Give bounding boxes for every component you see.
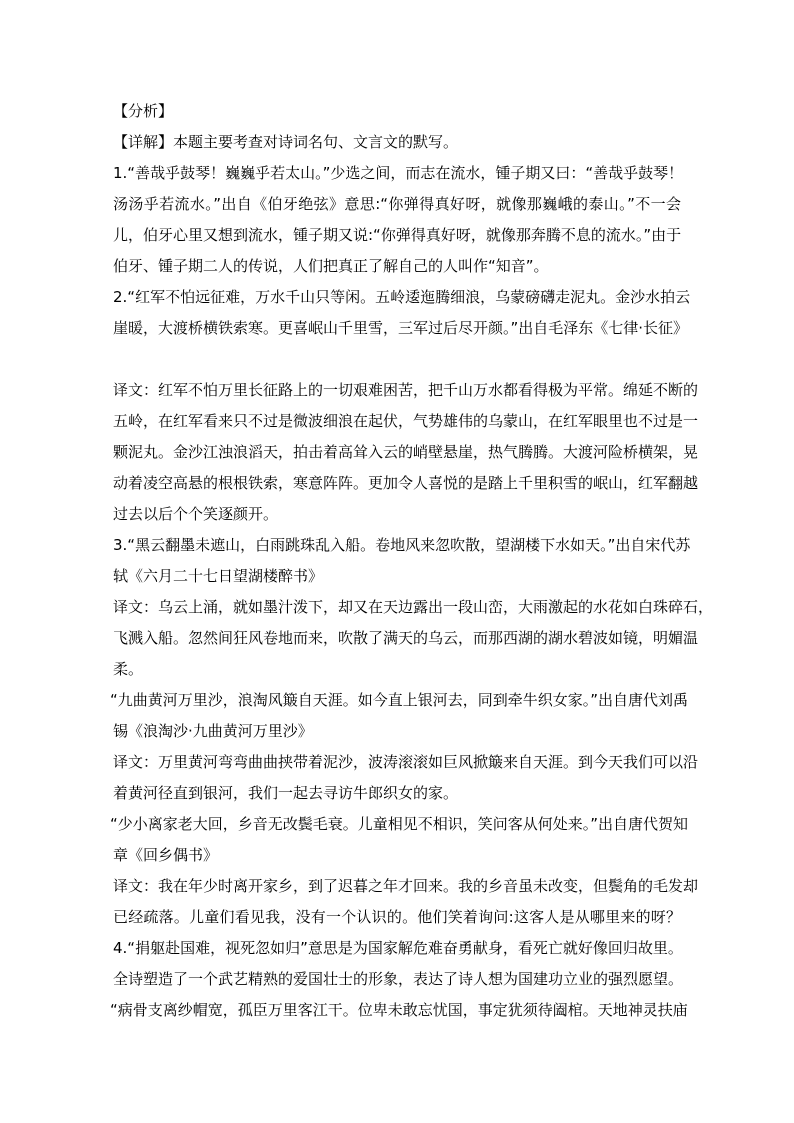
text-line: 【分析】 <box>113 102 174 120</box>
text-line: “病骨支离纱帽宽，孤臣万里客江干。位卑未敢忘忧国，事定犹须待阖棺。天地神灵扶庙 <box>110 1001 688 1019</box>
text-line: 轼《六月二十七日望湖楼醉书》 <box>113 567 324 585</box>
text-line: 全诗塑造了一个武艺精熟的爱国壮士的形象，表达了诗人想为国建功立业的强烈愿望。 <box>113 970 684 988</box>
text-line: “少小离家老大回，乡音无改鬓毛衰。儿童相见不相识，笑问客从何处来。”出自唐代贺知 <box>110 815 689 833</box>
blank-line <box>113 344 681 375</box>
text-line: 1.“善哉乎鼓琴！巍巍乎若太山。”少选之间，而志在流水，锺子期又曰：“善哉乎鼓琴！ <box>113 164 684 182</box>
text-line: 柔。 <box>113 660 144 678</box>
text-line: 动着凌空高悬的根根铁索，寒意阵阵。更加令人喜悦的是踏上千里积雪的岷山，红军翻越 <box>113 474 699 492</box>
text-line: 译文：我在年少时离开家乡，到了迟暮之年才回来。我的乡音虽未改变，但鬓角的毛发却 <box>113 877 699 895</box>
text-line: “九曲黄河万里沙，浪淘风簸自天涯。如今直上银河去，同到牵牛织女家。”出自唐代刘禹 <box>110 691 689 709</box>
text-line: 颗泥丸。金沙江浊浪滔天，拍击着高耸入云的峭壁悬崖，热气腾腾。大渡河险桥横架，晃 <box>113 443 699 461</box>
text-line: 汤汤乎若流水。”出自《伯牙绝弦》意思:“你弹得真好呀，就像那巍峨的泰山。”不一会 <box>113 195 681 213</box>
text-line: 4.“捐躯赴国难，视死忽如归”意思是为国家解危难奋勇献身，看死亡就好像回归故里。 <box>113 939 683 957</box>
text-line: 【详解】本题主要考查对诗词名句、文言文的默写。 <box>113 133 459 151</box>
text-line: 2.“红军不怕远征难，万水千山只等闲。五岭逶迤腾细浪，乌蒙磅礴走泥丸。金沙水拍云 <box>113 288 691 306</box>
text-line: 译文：红军不怕万里长征路上的一切艰难困苦，把千山万水都看得极为平常。绵延不断的 <box>113 381 699 399</box>
text-line: 五岭，在红军看来只不过是微波细浪在起伏，气势雄伟的乌蒙山，在红军眼里也不过是一 <box>113 412 699 430</box>
text-line: 崖暖，大渡桥横铁索寒。更喜岷山千里雪，三军过后尽开颜。”出自毛泽东《七律·长征》 <box>113 319 689 337</box>
text-line: 译文：万里黄河弯弯曲曲挟带着泥沙，波涛滚滚如巨风掀簸来自天涯。到今天我们可以沿 <box>113 753 699 771</box>
text-line: 过去以后个个笑逐颜开。 <box>113 505 279 523</box>
text-line: 儿，伯牙心里又想到流水，锺子期又说:“你弹得真好呀，就像那奔腾不息的流水。”由于 <box>113 226 682 244</box>
text-line: 已经疏落。儿童们看见我，没有一个认识的。他们笑着询问:这客人是从哪里来的呀？ <box>113 908 681 926</box>
text-line: 着黄河径直到银河，我们一起去寻访牛郎织女的家。 <box>113 784 459 802</box>
text-line: 译文：乌云上涌，就如墨汁泼下，却又在天边露出一段山峦，大雨激起的水花如白珠碎石， <box>113 598 714 616</box>
text-line: 锡《浪淘沙·九曲黄河万里沙》 <box>113 722 313 740</box>
text-line: 章《回乡偶书》 <box>113 846 219 864</box>
text-line: 伯牙、锺子期二人的传说，人们把真正了解自己的人叫作“知音”。 <box>113 257 549 275</box>
document-body <box>110 96 714 1026</box>
text-line: 3.“黑云翻墨未遮山，白雨跳珠乱入船。卷地风来忽吹散，望湖楼下水如天。”出自宋代苏 <box>113 536 691 554</box>
text-line: 飞溅入船。忽然间狂风卷地而来，吹散了满天的乌云，而那西湖的湖水碧波如镜，明媚温 <box>113 629 699 647</box>
